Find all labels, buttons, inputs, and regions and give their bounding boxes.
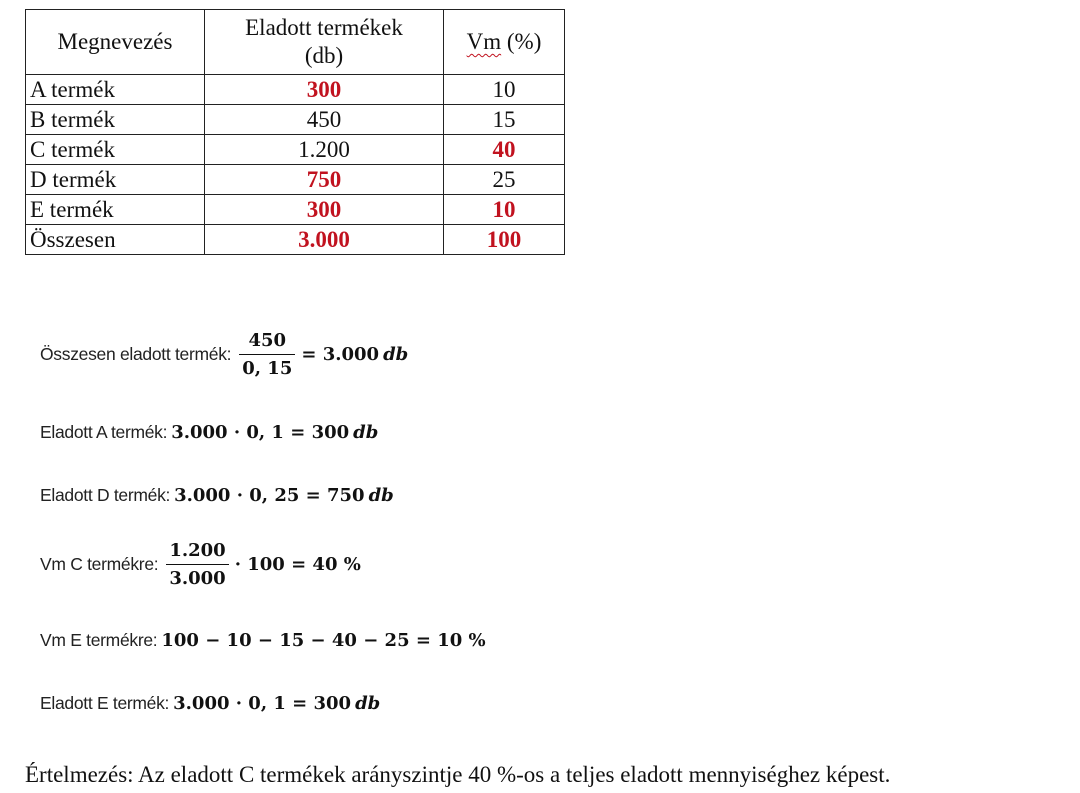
fraction-numerator: 450: [248, 330, 287, 351]
row-name: B termék: [26, 105, 205, 135]
row-vm: 100: [444, 225, 565, 255]
row-sold: 1.200: [205, 135, 444, 165]
header-sold-line2: (db): [304, 43, 344, 68]
solution-label: Összesen eladott termék:: [40, 344, 232, 364]
product-table: [25, 9, 565, 255]
row-vm: 10: [444, 75, 565, 105]
solution-label: Vm E termékre:: [40, 630, 158, 650]
table-row: [26, 165, 565, 195]
row-name: Összesen: [26, 225, 205, 255]
header-sold-line1: Eladott termékek: [245, 15, 403, 40]
row-sold: 3.000: [205, 225, 444, 255]
row-vm: 15: [444, 105, 565, 135]
row-sold: 450: [205, 105, 444, 135]
solution-unit: db: [355, 693, 381, 714]
row-name: C termék: [26, 135, 205, 165]
solution-d: [40, 485, 394, 506]
table-row: [26, 135, 565, 165]
table-total-row: [26, 225, 565, 255]
solution-label: Eladott A termék:: [40, 422, 168, 442]
solution-expr: 100 − 10 − 15 − 40 − 25 = 10 %: [161, 630, 486, 651]
header-vm: [444, 10, 565, 75]
solution-vm-e: [40, 630, 486, 651]
solution-a: [40, 422, 378, 443]
fraction-denominator: 3.000: [166, 564, 228, 589]
fraction: [166, 540, 228, 589]
solution-expr: 3.000 · 0, 1 = 300: [173, 693, 352, 714]
table-row: [26, 195, 565, 225]
table-row: [26, 75, 565, 105]
fraction: [239, 330, 295, 379]
table-row: [26, 105, 565, 135]
fraction-denominator: 0, 15: [239, 354, 295, 379]
header-vm-unit: (%): [501, 29, 542, 54]
solution-unit: db: [353, 422, 379, 443]
row-name: D termék: [26, 165, 205, 195]
solution-vm-c: [40, 540, 361, 589]
row-vm: 10: [444, 195, 565, 225]
row-sold: 300: [205, 75, 444, 105]
header-vm-abbr: Vm: [466, 29, 502, 54]
row-name: E termék: [26, 195, 205, 225]
header-sold: [205, 10, 444, 75]
row-vm: 40: [444, 135, 565, 165]
solution-e: [40, 693, 380, 714]
row-name: A termék: [26, 75, 205, 105]
solution-unit: db: [368, 485, 394, 506]
header-name: Megnevezés: [26, 10, 205, 75]
solution-label: Eladott E termék:: [40, 693, 170, 713]
interpretation-text: Értelmezés: Az eladott C termékek arányszintje 40 %-os a teljes eladott mennyiséghez képest.: [25, 762, 891, 787]
solution-rhs: · 100 = 40 %: [234, 554, 361, 575]
fraction-numerator: 1.200: [169, 540, 226, 561]
solution-label: Eladott D termék:: [40, 485, 171, 505]
solution-unit: db: [383, 344, 409, 365]
solution-label: Vm C termékre:: [40, 554, 159, 574]
table-header-row: [26, 10, 565, 75]
solution-total: [40, 330, 408, 379]
solution-rhs: = 3.000: [301, 344, 380, 365]
row-sold: 300: [205, 195, 444, 225]
row-sold: 750: [205, 165, 444, 195]
row-vm: 25: [444, 165, 565, 195]
solution-expr: 3.000 · 0, 25 = 750: [174, 485, 365, 506]
solution-expr: 3.000 · 0, 1 = 300: [171, 422, 350, 443]
